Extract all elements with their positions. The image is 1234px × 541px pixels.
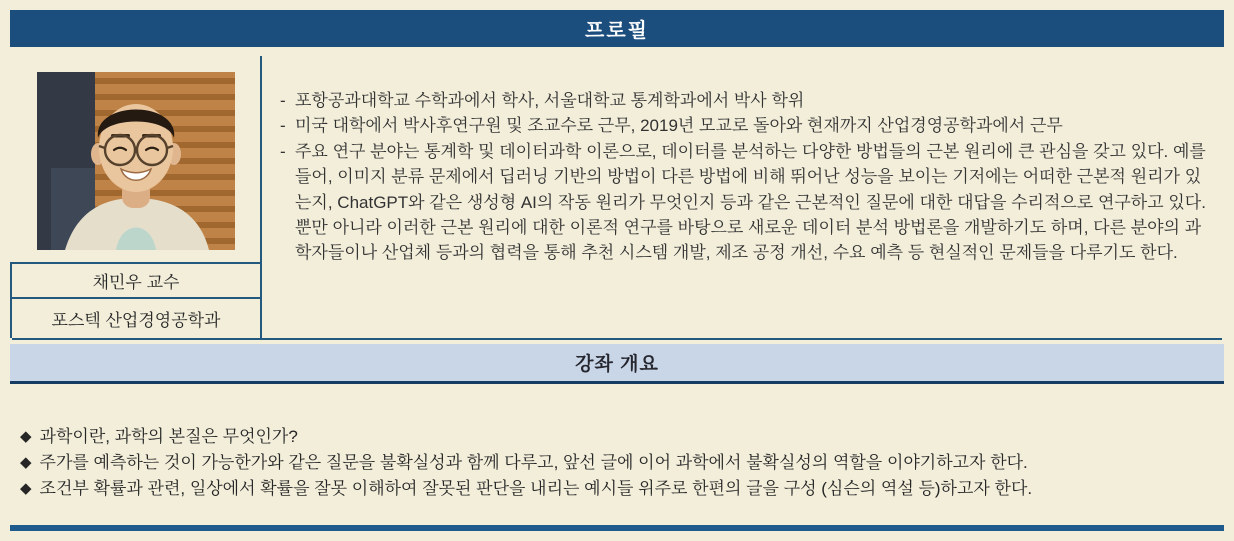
bio-text-degrees: 포항공과대학교 수학과에서 학사, 서울대학교 통계학과에서 박사 학위 <box>295 91 805 110</box>
overview-item <box>20 476 1222 502</box>
professor-name: 채민우 교수 <box>92 273 180 292</box>
professor-name-cell <box>10 262 260 297</box>
professor-affiliation-cell <box>10 297 260 338</box>
profile-section-header <box>10 10 1224 47</box>
diamond-bullet: ◆ <box>20 428 32 445</box>
bio-text-career: 미국 대학에서 박사후연구원 및 조교수로 근무, 2019년 모교로 돌아와 현재까지 산업경영공학과에서 근무 <box>295 116 1063 136</box>
profile-bio <box>262 56 1222 338</box>
photo-cell <box>12 56 260 262</box>
profile-left-column <box>12 56 262 338</box>
overview-text: 조건부 확률과 관련, 일상에서 확률을 잘못 이해하여 잘못된 판단을 내리는 예시들 위주로 한편의 글을 구성 (심슨의 역설 등)하고자 한다. <box>39 479 1033 498</box>
bio-item <box>280 113 1212 138</box>
bio-item <box>280 139 1212 266</box>
course-overview-list <box>20 424 1222 502</box>
professor-affiliation: 포스텍 산업경영공학과 <box>51 311 221 330</box>
dash-bullet: - <box>280 116 286 136</box>
bio-text-research: 주요 연구 분야는 통계학 및 데이터과학 이론으로, 데이터를 분석하는 다양한 방법들의 근본 원리에 큰 관심을 갖고 있다. 예를 들어, 이미지 분류 문제에서 딥러닝 기반의 방법이 다른 방법에 비해 뛰어난 성능을 보이는 기저에는 어떠한 근본적 원리가 있는지, ChatGPT와 같은 생성형 AI의 작동 원리가 무엇인지 등과 같은 근본적인 질문에 대한 대답을 수리적으로 연구하고 있다. 뿐만 아니라 이러한 근본 원리에 대한 이론적 연구를 바탕으로 새로운 데이터 분석 방법론을 개발하기도 하며, 다른 분야의 과학자들이나 산업체 등과의 협력을 통해 추천 시스템 개발, 제조 공정 개선, 수요 예측 등 현실적인 문제들을 다루기도 한다. <box>295 141 1206 263</box>
professor-photo <box>37 72 235 250</box>
dash-bullet: - <box>280 91 286 110</box>
overview-item <box>20 424 1222 450</box>
overview-text: 주가를 예측하는 것이 가능한가와 같은 질문을 불확실성과 함께 다루고, 앞선 글에 이어 과학에서 불확실성의 역할을 이야기하고자 한다. <box>39 453 1028 472</box>
overview-text: 과학이란, 과학의 본질은 무엇인가? <box>39 427 298 446</box>
dash-bullet: - <box>280 141 286 161</box>
course-overview-header <box>10 344 1224 384</box>
course-overview-title: 강좌 개요 <box>575 354 659 375</box>
overview-item <box>20 450 1222 476</box>
bottom-divider-rule <box>10 525 1224 531</box>
diamond-bullet: ◆ <box>20 480 32 497</box>
profile-section-title: 프로필 <box>585 20 649 42</box>
diamond-bullet: ◆ <box>20 454 32 471</box>
bio-item <box>280 88 1212 113</box>
profile-table <box>12 56 1222 340</box>
